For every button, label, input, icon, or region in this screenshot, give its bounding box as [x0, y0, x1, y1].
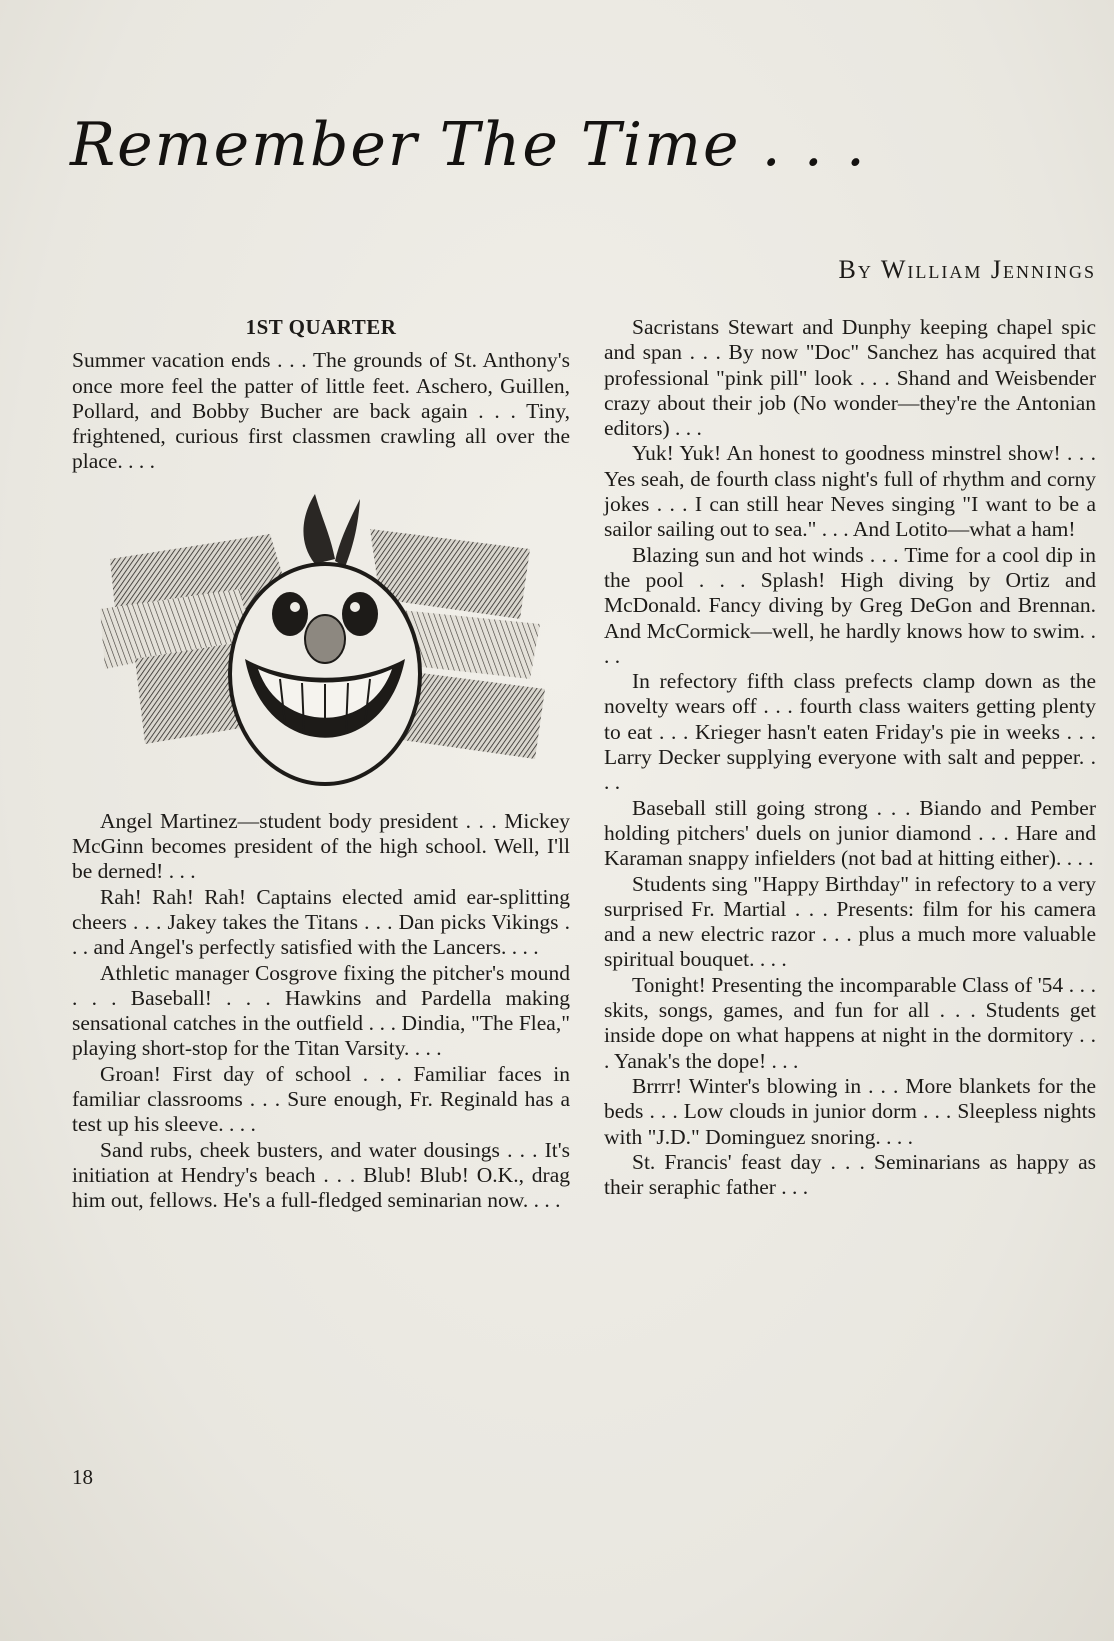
- right-paragraph: Sacristans Stewart and Dunphy keeping chapel spic and span . . . By now "Doc" Sanchez has acquired that professional "pink pill" look . . . Shand and Weisbender crazy about their job (No wonder—they're the Antonian editors) . . .: [604, 315, 1096, 441]
- left-paragraph: Groan! First day of school . . . Familiar faces in familiar classrooms . . . Sure enough, Fr. Reginald has a test up his sleeve. . . .: [72, 1061, 570, 1137]
- article-title: Remember The Time . . .: [70, 110, 867, 180]
- right-column: [604, 315, 1096, 1200]
- left-paragraph: Rah! Rah! Rah! Captains elected amid ear-splitting cheers . . . Jakey takes the Titans . . . Dan picks Vikings . . . and Angel's perfectly satisfied with the Lancers. . . .: [72, 884, 570, 960]
- section-heading: 1ST QUARTER: [245, 315, 397, 339]
- left-paragraph: Sand rubs, cheek busters, and water dousings . . . It's initiation at Hendry's beach . . . Blub! Blub! O.K., drag him out, fellows. He's a full-fledged seminarian now. . . .: [72, 1137, 570, 1213]
- page-number: 18: [72, 1465, 93, 1489]
- left-paragraph: Angel Martinez—student body president . . . Mickey McGinn becomes president of the high school. Well, I'll be derned! . . .: [72, 808, 570, 884]
- right-paragraph: Students sing "Happy Birthday" in refectory to a very surprised Fr. Martial . . . Presents: film for his camera and a new electric razor . . . plus a much more valuable spiritual bouquet. . . .: [604, 871, 1096, 972]
- intro-paragraph: Summer vacation ends . . . The grounds of St. Anthony's once more feel the patter of little feet. Aschero, Guillen, Pollard, and Bobby Bucher are back again . . . Tiny, frightened, curious first classmen crawling all over the place. . . .: [72, 348, 570, 474]
- byline: By William Jennings: [838, 255, 1096, 284]
- right-paragraph: Baseball still going strong . . . Biando and Pember holding pitchers' duels on junior diamond . . . Hare and Karaman snappy infielders (not bad at hitting either). . . .: [604, 795, 1096, 871]
- left-column: [72, 315, 570, 1214]
- grinning-indian-mascot-illustration: [90, 489, 560, 799]
- right-paragraph: In refectory fifth class prefects clamp down as the novelty wears off . . . fourth class waiters getting plenty to eat . . . Krieger hasn't eaten Friday's pie in weeks . . . Larry Decker supplying everyone with salt and pepper. . . .: [604, 669, 1096, 795]
- right-paragraph: Tonight! Presenting the incomparable Class of '54 . . . skits, songs, games, and fun for all . . . Students get inside dope on what happens at night in the dormitory . . . Yanak's the dope! . . .: [604, 972, 1096, 1073]
- right-paragraph: Yuk! Yuk! An honest to goodness minstrel show! . . . Yes seah, de fourth class night's full of rhythm and corny jokes . . . I can still hear Neves singing "I want to be a sailor sailing out to sea." . . . And Lotito—what a ham!: [604, 441, 1096, 542]
- right-paragraph: St. Francis' feast day . . . Seminarians as happy as their seraphic father . . .: [604, 1149, 1096, 1200]
- right-paragraph: Brrrr! Winter's blowing in . . . More blankets for the beds . . . Low clouds in junior dorm . . . Sleepless nights with "J.D." Dominguez snoring. . . .: [604, 1073, 1096, 1149]
- left-paragraph: Athletic manager Cosgrove fixing the pitcher's mound . . . Baseball! . . . Hawkins and Pardella making sensational catches in the outfield . . . Dindia, "The Flea," playing short-stop for the Titan Varsity. . . .: [72, 960, 570, 1061]
- right-paragraph: Blazing sun and hot winds . . . Time for a cool dip in the pool . . . Splash! High diving by Ortiz and McDonald. Fancy diving by Greg DeGon and Brennan. And McCormick—well, he hardly knows how to swim. . . .: [604, 542, 1096, 668]
